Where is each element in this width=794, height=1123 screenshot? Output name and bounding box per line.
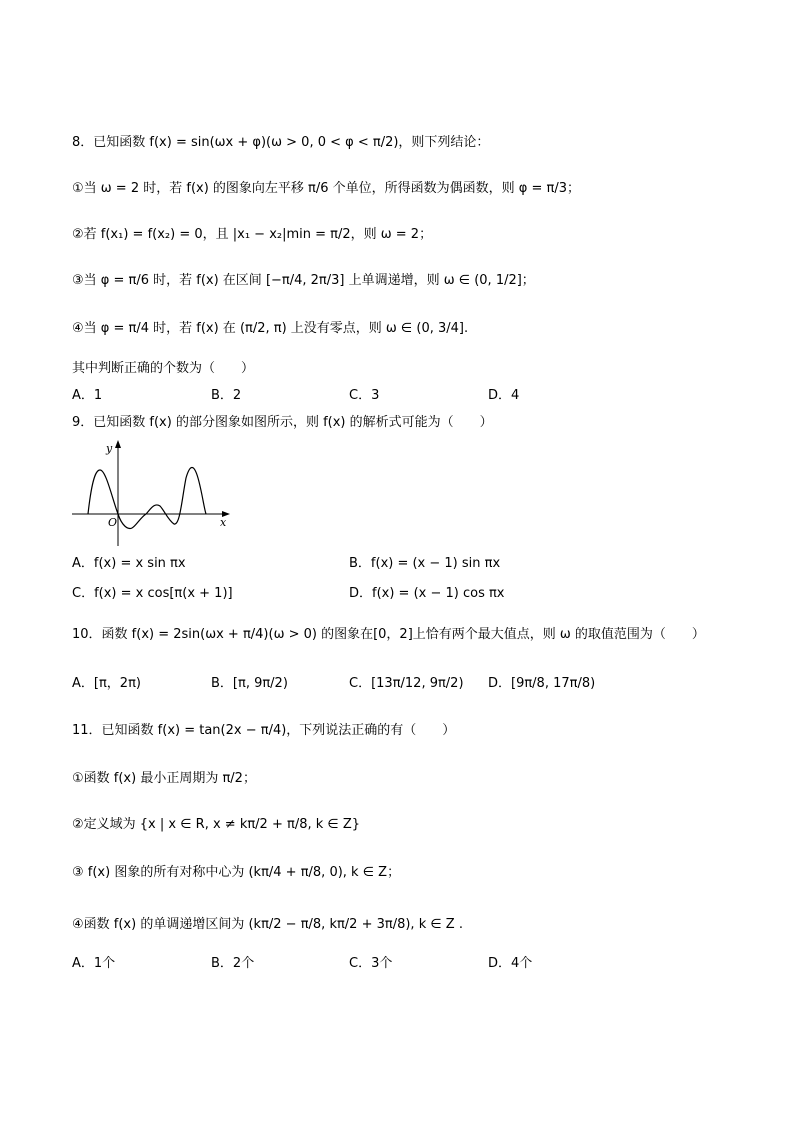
x-axis-label: x [220, 516, 227, 529]
q9-option-a: A．f(x) = x sin πx [72, 556, 186, 571]
function-curve [88, 468, 206, 529]
q9-stem: 9．已知函数 f(x) 的部分图象如图所示，则 f(x) 的解析式可能为（ ） [72, 415, 493, 430]
q11-option-b: B．2个 [211, 956, 255, 971]
q8-option-d: D．4 [488, 388, 520, 403]
q9-option-b: B．f(x) = (x − 1) sin πx [349, 556, 501, 571]
q11-option-d: D．4个 [488, 956, 533, 971]
q11-stem: 11．已知函数 f(x) = tan(2x − π/4)，下列说法正确的有（ ） [72, 723, 456, 738]
q8-item-3: ③当 φ = π/6 时，若 f(x) 在区间 [−π/4, 2π/3] 上单调递增，则 ω ∈ (0, 1/2]； [72, 273, 535, 288]
q11-item-2: ②定义域为 {x | x ∈ R, x ≠ kπ/2 + π/8, k ∈ Z} [72, 817, 361, 832]
q11-item-1: ①函数 f(x) 最小正周期为 π/2； [72, 771, 256, 786]
q8-item-1: ①当 ω = 2 时，若 f(x) 的图象向左平移 π/6 个单位，所得函数为偶函数，则 φ = π/3； [72, 181, 580, 196]
q9-option-d: D．f(x) = (x − 1) cos πx [349, 586, 505, 601]
q11-option-a: A．1个 [72, 956, 116, 971]
q8-ask: 其中判断正确的个数为（ ） [72, 361, 255, 376]
y-axis-arrow-icon [115, 440, 121, 448]
y-axis-label: y [106, 442, 113, 455]
origin-label: O [108, 516, 118, 529]
q10-stem: 10．函数 f(x) = 2sin(ωx + π/4)(ω > 0) 的图象在[0，2]上恰有两个最大值点，则 ω 的取值范围为（ ） [72, 627, 705, 642]
q8-item-4: ④当 φ = π/4 时，若 f(x) 在 (π/2, π) 上没有零点，则 ω ∈ (0, 3/4]. [72, 321, 469, 336]
q8-option-c: C．3 [349, 388, 380, 403]
q8-item-2: ②若 f(x₁) = f(x₂) = 0，且 |x₁ − x₂|min = π/2，则 ω = 2； [72, 227, 433, 242]
q9-option-c: C．f(x) = x cos[π(x + 1)] [72, 586, 233, 601]
q11-option-c: C．3个 [349, 956, 393, 971]
q8-option-a: A．1 [72, 388, 103, 403]
q10-option-d: D．[9π/8, 17π/8) [488, 676, 596, 691]
q9-function-graph [70, 438, 235, 550]
q10-option-b: B．[π, 9π/2) [211, 676, 288, 691]
q11-item-3: ③ f(x) 图象的所有对称中心为 (kπ/4 + π/8, 0), k ∈ Z； [72, 865, 401, 880]
q8-stem: 8．已知函数 f(x) = sin(ωx + φ)(ω > 0, 0 < φ < π/2)，则下列结论： [72, 135, 490, 150]
q11-item-4: ④函数 f(x) 的单调递增区间为 (kπ/2 − π/8, kπ/2 + 3π/8), k ∈ Z . [72, 917, 463, 932]
q10-option-c: C．[13π/12, 9π/2) [349, 676, 464, 691]
q10-option-a: A．[π，2π) [72, 676, 141, 691]
q8-option-b: B．2 [211, 388, 242, 403]
